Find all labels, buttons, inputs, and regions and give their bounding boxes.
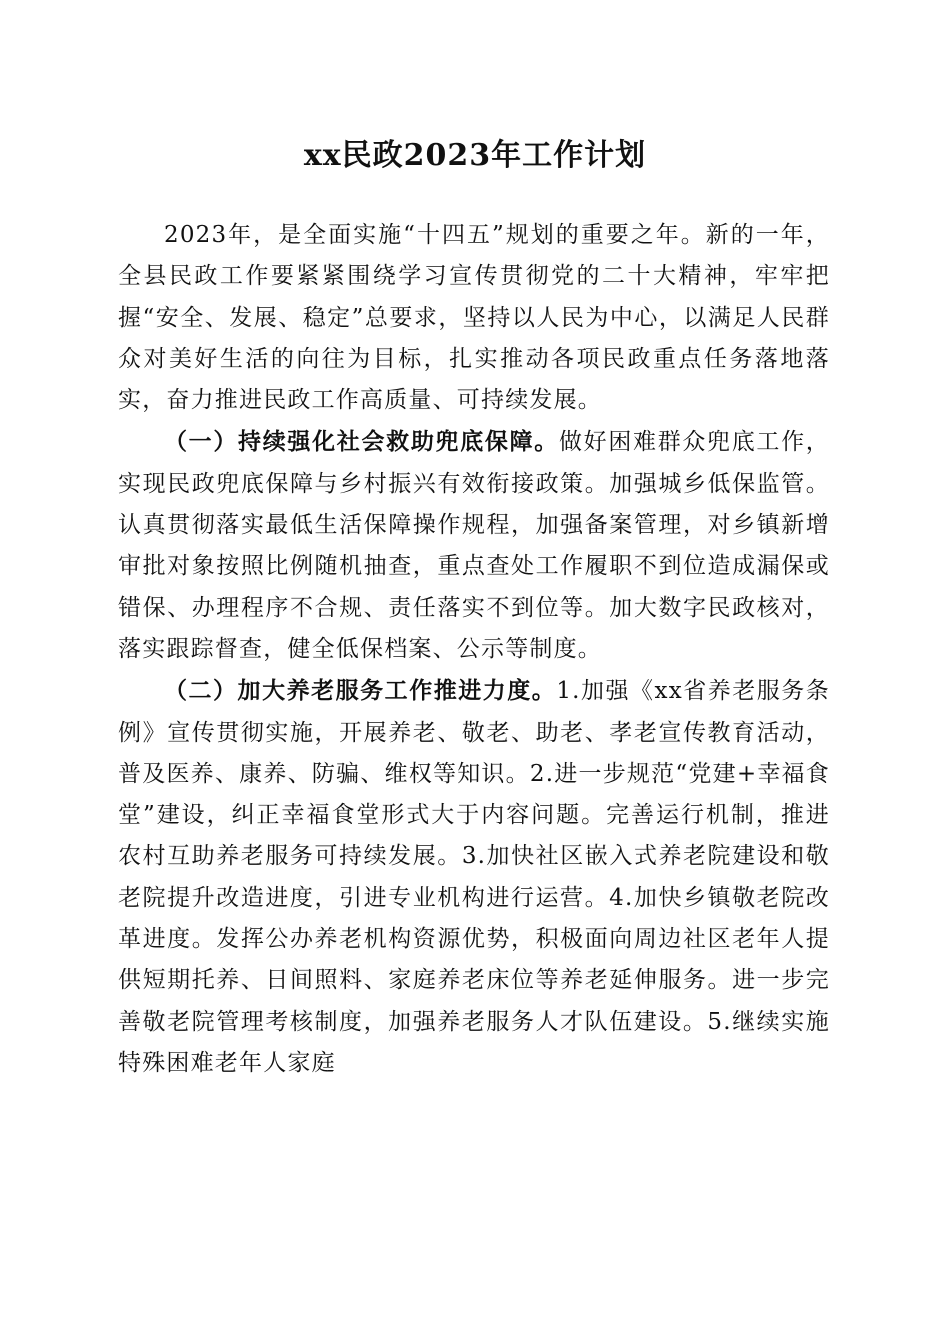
section-social-assistance: [118, 421, 830, 670]
paragraph-heading: （二）加大养老服务工作推进力度。: [164, 677, 557, 705]
document-body: [118, 214, 830, 1084]
paragraph-text: 2023年，是全面实施“十四五”规划的重要之年。新的一年，全县民政工作要紧紧围绕学习宣传贯彻党的二十大精神，牢牢把握“安全、发展、稳定”总要求，坚持以人民为中心，以满足人民群众对美好生活的向往为目标，扎实推动各项民政重点任务落地落实，奋力推进民政工作高质量、可持续发展。: [118, 222, 830, 414]
paragraph-text: 1.加强《xx省养老服务条例》宣传贯彻实施，开展养老、敬老、助老、孝老宣传教育活动，普及医养、康养、防骗、维权等知识。2.进一步规范“党建+幸福食堂”建设，纠正幸福食堂形式大于内容问题。完善运行机制，推进农村互助养老服务可持续发展。3.加快社区嵌入式养老院建设和敬老院提升改造进度，引进专业机构进行运营。4.加快乡镇敬老院改革进度。发挥公办养老机构资源优势，积极面向周边社区老年人提供短期托养、日间照料、家庭养老床位等养老延伸服务。进一步完善敬老院管理考核制度，加强养老服务人才队伍建设。5.继续实施特殊困难老年人家庭: [118, 678, 830, 1076]
section-elderly-care: [118, 670, 830, 1084]
intro-paragraph: [118, 214, 830, 421]
paragraph-heading: （一）持续强化社会救助兜底保障。: [164, 428, 559, 456]
paragraph-text: 做好困难群众兜底工作，实现民政兜底保障与乡村振兴有效衔接政策。加强城乡低保监管。认真贯彻落实最低生活保障操作规程，加强备案管理，对乡镇新增审批对象按照比例随机抽查，重点查处工作履职不到位造成漏保或错保、办理程序不合规、责任落实不到位等。加大数字民政核对，落实跟踪督查，健全低保档案、公示等制度。: [118, 429, 830, 662]
document-title: xx民政2023年工作计划: [303, 138, 647, 173]
